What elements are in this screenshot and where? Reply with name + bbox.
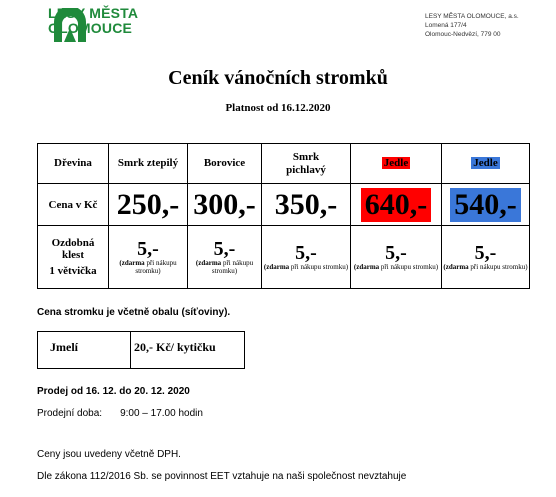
note-rest: při nákupu stromku) (380, 263, 439, 271)
mistletoe-box (37, 331, 245, 369)
note-bold: (zdarma (119, 259, 145, 267)
company-street: Lomená 177/4 (425, 22, 467, 29)
decor-price: 5,- (385, 242, 407, 264)
col-header-smrk-ztepily: Smrk ztepilý (109, 144, 188, 184)
decor-note (188, 259, 261, 275)
note-rest: při nákupu stromku) (290, 263, 349, 271)
packaging-note: Cena stromku je včetně obalu (síťoviny). (37, 307, 231, 318)
decor-cell (188, 226, 262, 289)
decor-note (351, 263, 441, 271)
decor-price: 5,- (474, 242, 497, 264)
decor-price: 5,- (295, 242, 317, 264)
price-cell (442, 184, 530, 226)
decor-cell (442, 226, 530, 289)
table-row (38, 144, 530, 184)
mistletoe-label: Jmelí (50, 340, 78, 354)
note-bold: (zdarma (353, 263, 380, 271)
price-cell: 350,- (262, 184, 351, 226)
company-name: LESY MĚSTA OLOMOUCE, a.s. (425, 13, 519, 20)
table-row (38, 184, 530, 226)
vat-note: Ceny jsou uvedeny včetně DPH. (37, 449, 181, 460)
col-header-line: pichlavý (286, 163, 326, 176)
logo-text (48, 6, 138, 36)
decor-line: 1 větvička (49, 265, 97, 277)
decor-note (262, 263, 350, 271)
mistletoe-price: 20,- Kč/ kytičku (134, 340, 216, 354)
price-table (37, 143, 530, 289)
decor-note (442, 263, 529, 271)
note-rest: při nákupu stromku) (470, 263, 528, 271)
logo-line2: OLOMOUCE (48, 20, 133, 36)
decor-price: 5,- (213, 238, 236, 260)
row-label-decor (38, 226, 109, 289)
table-row (38, 226, 530, 289)
jedle-blue-label: Jedle (473, 157, 498, 169)
logo-line1: LESY MĚSTA (48, 5, 139, 21)
col-header-jedle-red (351, 144, 442, 184)
col-header-borovice: Borovice (188, 144, 262, 184)
price-blue: 540,- (450, 188, 521, 222)
decor-line: Ozdobná (51, 237, 95, 249)
mistletoe-divider (130, 332, 131, 368)
note-bold: (zdarma (263, 263, 290, 271)
page-title: Ceník vánočních stromků (168, 67, 388, 89)
row-label-price: Cena v Kč (38, 184, 109, 226)
decor-cell (351, 226, 442, 289)
company-city: Olomouc-Nedvězí, 779 00 (425, 31, 501, 38)
col-header-smrk-pichlavy (262, 144, 351, 184)
decor-cell (109, 226, 188, 289)
note-rest: při nákupu stromku) (135, 259, 177, 275)
row-label-species: Dřevina (38, 144, 109, 184)
note-bold: (zdarma (443, 263, 469, 271)
price-cell (351, 184, 442, 226)
decor-note (109, 259, 187, 275)
opening-hours (37, 408, 203, 419)
hours-value: 9:00 – 17.00 hodin (120, 408, 203, 419)
decor-price: 5,- (137, 238, 159, 260)
validity-date: Platnost od 16.12.2020 (225, 102, 331, 114)
company-address (425, 12, 519, 39)
col-header-jedle-blue (442, 144, 530, 184)
note-bold: (zdarma (195, 259, 222, 267)
sale-period: Prodej od 16. 12. do 20. 12. 2020 (37, 386, 190, 397)
price-cell: 250,- (109, 184, 188, 226)
note-rest: při nákupu stromku) (211, 259, 254, 275)
decor-line: klest (62, 249, 84, 261)
decor-cell (262, 226, 351, 289)
eet-note: Dle zákona 112/2016 Sb. se povinnost EET vztahuje na naši společnost nevztahuje (37, 471, 407, 482)
jedle-red-label: Jedle (383, 157, 409, 169)
price-cell: 300,- (188, 184, 262, 226)
col-header-line: Smrk (292, 150, 320, 163)
price-red: 640,- (361, 188, 432, 222)
hours-label: Prodejní doba: (37, 408, 103, 419)
